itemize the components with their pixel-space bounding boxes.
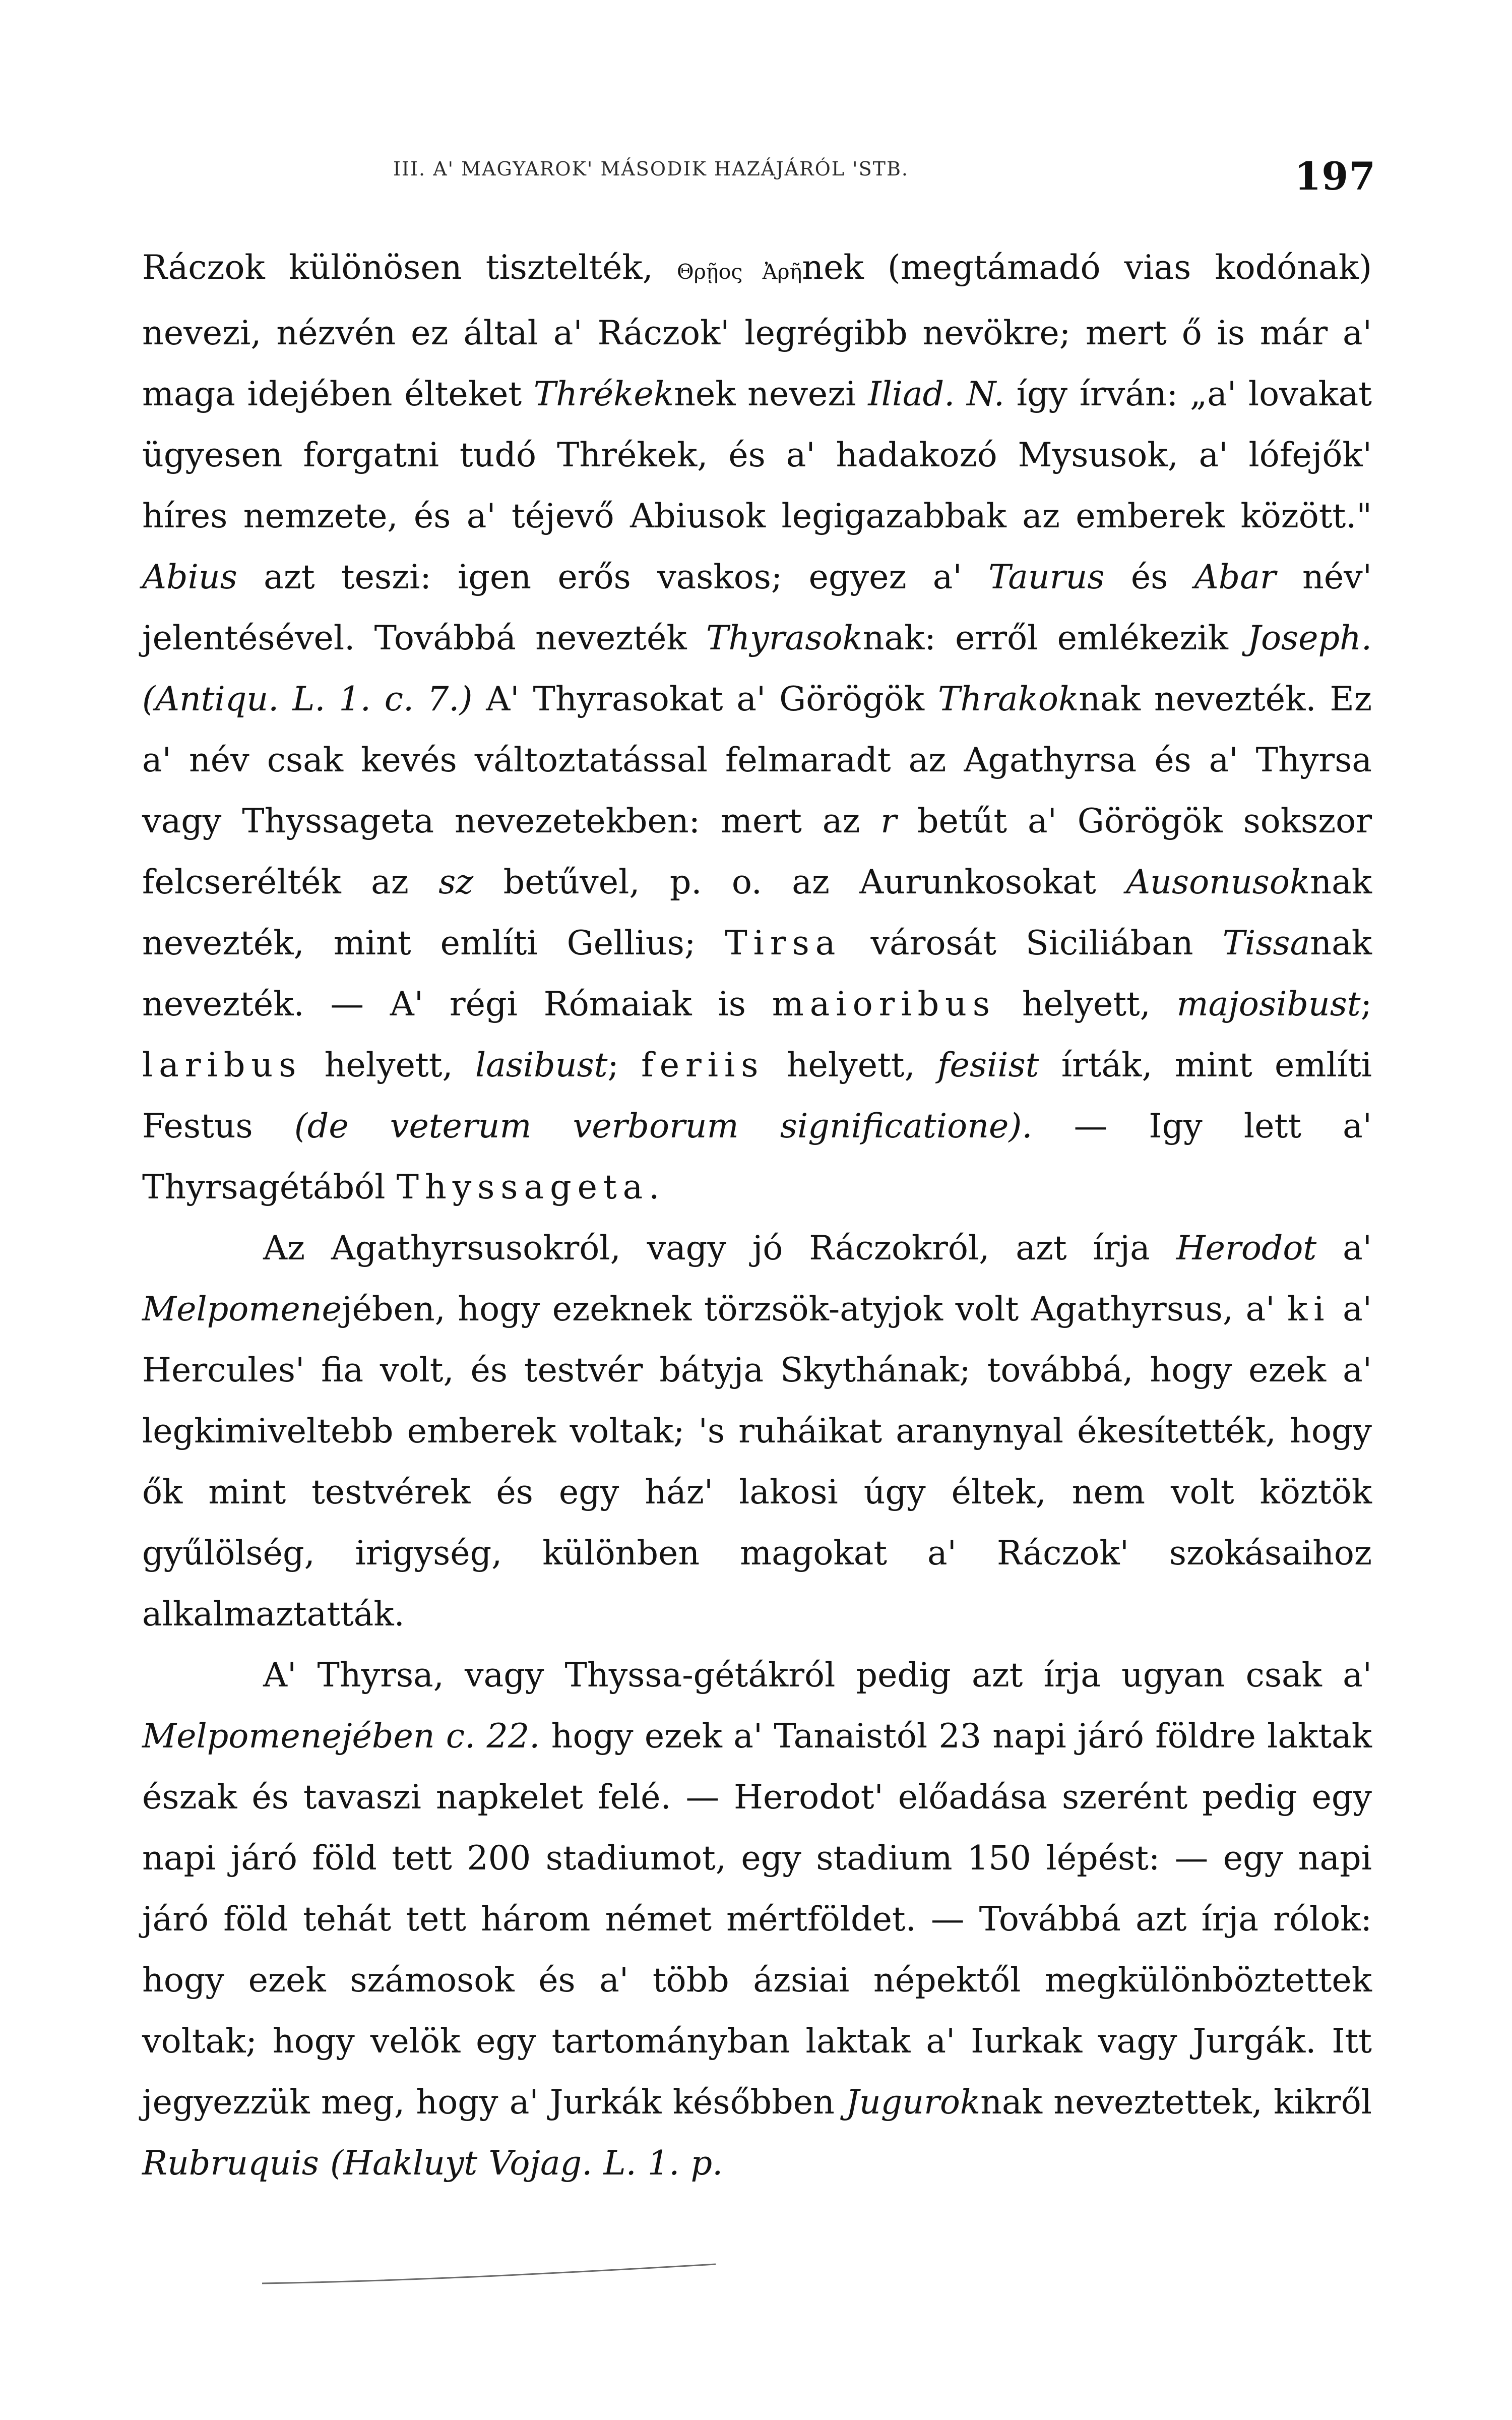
text-span: betűt a' Görögök sokszor felcserélték az — [142, 801, 1372, 901]
spaced-term: feriis — [641, 1045, 765, 1084]
text-span: betűvel, p. o. az Aurunkosokat — [503, 862, 1096, 901]
italic-term: Melpomene — [142, 1289, 342, 1328]
text-span: a' Hercules' fia volt, és testvér bátyja Skythának; továbbá, hogy ezek a' legkimiveltebb emberek voltak; 's ruháikat aranynyal ékesítették, hogy ők mint testvérek és egy ház' lakosi úgy éltek, nem volt köztök gyűlölség, irigység, különben magokat a' Ráczok' szokásaihoz alkalmaztatták. — [142, 1289, 1372, 1634]
italic-citation: Melpomenejében c. 22. — [142, 1716, 540, 1756]
text-span: nak nevezték. Ez a' név csak kevés változtatással felmaradt az Agathyrsa és a' Thyrsa vagy Thyssageta nevezetekben: mert az — [142, 679, 1372, 840]
italic-term: r — [880, 801, 897, 840]
italic-term: sz — [438, 862, 474, 901]
italic-citation: Rubruquis (Hakluyt Vojag. L. 1. p. — [142, 2143, 723, 2183]
text-span: helyett, — [1022, 984, 1151, 1023]
italic-term: Thrékek — [533, 374, 674, 413]
pencil-stroke — [262, 2261, 716, 2286]
text-span: nek (megtámadó vias kodónak) nevezi, nézvén ez által a' Ráczok' legrégibb nevökre; mert ő is már a' maga idejében élteket — [142, 248, 1372, 413]
italic-term: Abius — [142, 557, 237, 596]
text-span: nak nevezték. — A' régi Rómaiak is — [142, 923, 1372, 1023]
spaced-term: Tirsa — [725, 923, 842, 962]
paragraph-2 — [142, 1218, 1372, 1645]
page-header — [393, 154, 1376, 209]
italic-term: Thrakok — [937, 679, 1079, 718]
italic-term: lasibust — [475, 1045, 608, 1084]
italic-term: Thyrasok — [706, 618, 863, 657]
text-span: Ráczok különösen tisztelték, — [142, 248, 653, 287]
paragraph-1 — [142, 237, 1372, 1218]
text-span: nak nevezték, mint említi Gellius; — [142, 862, 1372, 962]
text-span: városát Siciliában — [870, 923, 1193, 962]
paragraph-3 — [142, 1645, 1372, 2194]
text-span: nak neveztettek, kikről — [980, 2082, 1372, 2122]
text-span: nak: erről emlékezik — [862, 618, 1228, 657]
spaced-term: maioribus — [772, 984, 996, 1023]
text-span: és — [1130, 557, 1168, 596]
italic-term: Abar — [1194, 557, 1276, 596]
text-span: — Igy lett a' Thyrsagétából — [142, 1106, 1372, 1206]
italic-citation: Joseph. (Antiqu. L. 1. c. 7.) — [142, 618, 1372, 718]
italic-citation: (de veterum verborum significatione). — [294, 1106, 1033, 1145]
text-span: A' Thyrasokat a' Görögök — [486, 679, 925, 718]
italic-term: fesiist — [937, 1045, 1039, 1084]
italic-citation: Iliad. N. — [868, 374, 1005, 413]
text-span: ; — [607, 1045, 619, 1084]
page-number: 197 — [1294, 154, 1376, 199]
italic-term: Jugurok — [846, 2082, 981, 2122]
text-span: jében, hogy ezeknek törzsök-atyjok volt Agathyrsus, a' — [341, 1289, 1275, 1328]
text-span: ; — [1360, 984, 1372, 1023]
quotation: így írván: „a' lovakat ügyesen forgatni tudó Thrékek, és a' hadakozó Mysusok, a' lófejők' híres nemzete, és a' téjevő Abiusok legigazabbak az emberek között." — [142, 374, 1372, 535]
italic-term: majosibust — [1176, 984, 1361, 1023]
running-title: III. A' MAGYAROK' MÁSODIK HAZÁJÁRÓL 'STB. — [393, 158, 909, 180]
text-span: A' Thyrsa, vagy Thyssa-gétákról pedig azt írja ugyan csak a' — [263, 1655, 1372, 1695]
italic-term: Tissa — [1222, 923, 1310, 962]
text-span: helyett, — [324, 1045, 453, 1084]
spaced-term: Thyssageta. — [396, 1167, 666, 1206]
text-span: helyett, — [786, 1045, 915, 1084]
text-span: hogy ezek a' Tanaistól 23 napi járó földre laktak észak és tavaszi napkelet felé. — Herodot' előadása szerént pedig egy napi járó föld tett 200 stadiumot, egy stadium 150 lépést: — egy napi járó föld tehát tett három német mértföldet. — Továbbá azt írja rólok: hogy ezek számosok és a' több ázsiai népektől megkülönböztettek voltak; hogy velök egy tartományban laktak a' Iurkak vagy Jurgák. Itt jegyezzük meg, hogy a' Jurkák későbben — [142, 1716, 1372, 2122]
text-span: név' jelentésével. Továbbá nevezték — [142, 557, 1372, 657]
greek-word: Θρῇος Ἀρῆ — [676, 260, 802, 284]
italic-term: Ausonusok — [1126, 862, 1310, 901]
italic-term: Herodot — [1176, 1228, 1317, 1267]
spaced-term: ki — [1287, 1289, 1331, 1328]
text-span: azt teszi: igen erős vaskos; egyez a' — [264, 557, 962, 596]
main-text — [142, 237, 1372, 2193]
text-span: a' — [1343, 1228, 1372, 1267]
text-span: nek nevezi — [674, 374, 856, 413]
text-span: írták, mint említi Festus — [142, 1045, 1372, 1145]
italic-term: Taurus — [988, 557, 1105, 596]
spaced-term: laribus — [142, 1045, 302, 1084]
text-span: Az Agathyrsusokról, vagy jó Ráczokról, azt írja — [263, 1228, 1150, 1267]
